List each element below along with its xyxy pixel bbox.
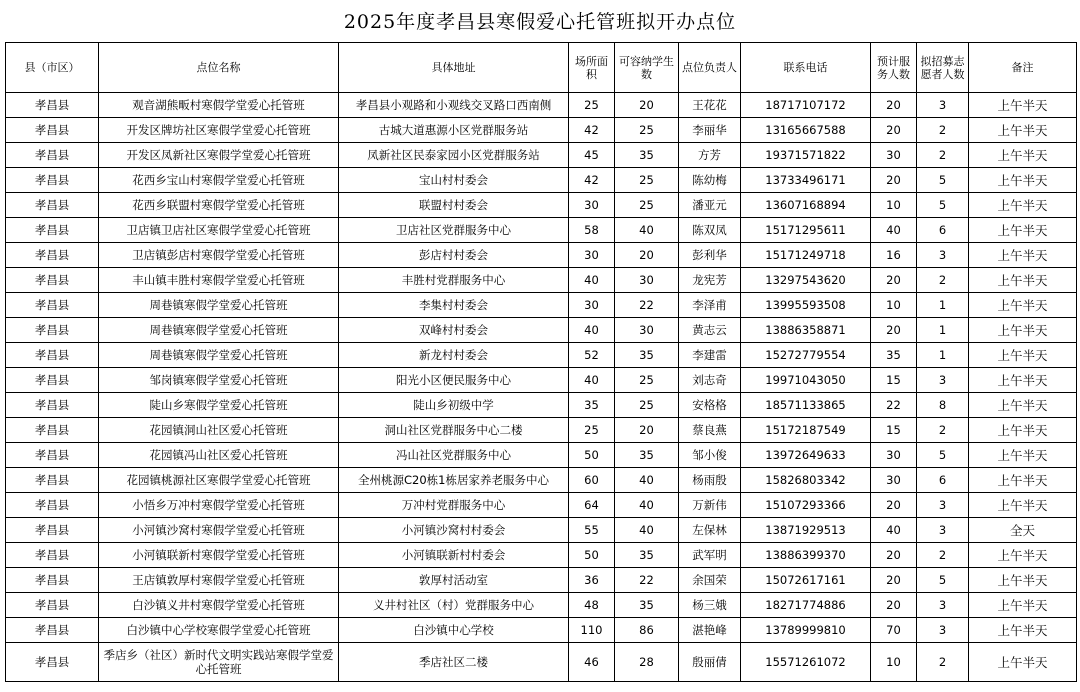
cell-area: 64 <box>569 493 615 518</box>
cell-manager: 陈双凤 <box>679 218 741 243</box>
cell-area: 30 <box>569 193 615 218</box>
cell-site-name: 王店镇敦厚村寒假学堂爱心托管班 <box>99 568 339 593</box>
cell-manager: 黄志云 <box>679 318 741 343</box>
cell-address: 白沙镇中心学校 <box>339 618 569 643</box>
cell-remark: 上午半天 <box>969 443 1077 468</box>
cell-manager: 彭利华 <box>679 243 741 268</box>
cell-county: 孝昌县 <box>6 643 99 682</box>
table-row <box>6 593 1077 618</box>
cell-county: 孝昌县 <box>6 593 99 618</box>
cell-phone: 13297543620 <box>741 268 871 293</box>
cell-address: 丰胜村党群服务中心 <box>339 268 569 293</box>
column-header-site-name: 点位名称 <box>99 43 339 93</box>
cell-expected-count: 30 <box>871 443 917 468</box>
cell-manager: 王花花 <box>679 93 741 118</box>
cell-county: 孝昌县 <box>6 568 99 593</box>
cell-address: 敦厚村活动室 <box>339 568 569 593</box>
cell-county: 孝昌县 <box>6 468 99 493</box>
table-header-row <box>6 43 1077 93</box>
cell-capacity: 30 <box>615 318 679 343</box>
column-header-expected-count: 预计服务人数 <box>871 43 917 93</box>
cell-volunteer-count: 3 <box>917 368 969 393</box>
cell-site-name: 邹岗镇寒假学堂爱心托管班 <box>99 368 339 393</box>
cell-remark: 上午半天 <box>969 593 1077 618</box>
column-header-phone: 联系电话 <box>741 43 871 93</box>
cell-phone: 18271774886 <box>741 593 871 618</box>
cell-expected-count: 22 <box>871 393 917 418</box>
cell-site-name: 花园镇桃源社区寒假学堂爱心托管班 <box>99 468 339 493</box>
cell-county: 孝昌县 <box>6 418 99 443</box>
cell-manager: 刘志奇 <box>679 368 741 393</box>
document-title: 2025年度孝昌县寒假爱心托管班拟开办点位 <box>343 11 737 33</box>
cell-site-name: 花西乡宝山村寒假学堂爱心托管班 <box>99 168 339 193</box>
cell-expected-count: 20 <box>871 543 917 568</box>
cell-remark: 上午半天 <box>969 118 1077 143</box>
cell-volunteer-count: 3 <box>917 93 969 118</box>
cell-address: 联盟村村委会 <box>339 193 569 218</box>
cell-volunteer-count: 2 <box>917 118 969 143</box>
cell-capacity: 25 <box>615 368 679 393</box>
cell-manager: 潘亚元 <box>679 193 741 218</box>
cell-area: 25 <box>569 93 615 118</box>
cell-area: 58 <box>569 218 615 243</box>
cell-expected-count: 20 <box>871 118 917 143</box>
cell-expected-count: 30 <box>871 468 917 493</box>
cell-capacity: 20 <box>615 93 679 118</box>
cell-site-name: 观音湖熊畈村寒假学堂爱心托管班 <box>99 93 339 118</box>
cell-phone: 13733496171 <box>741 168 871 193</box>
cell-manager: 邹小俊 <box>679 443 741 468</box>
cell-expected-count: 20 <box>871 593 917 618</box>
cell-expected-count: 40 <box>871 518 917 543</box>
cell-phone: 13165667588 <box>741 118 871 143</box>
cell-remark: 上午半天 <box>969 243 1077 268</box>
cell-address: 义井村社区（村）党群服务中心 <box>339 593 569 618</box>
cell-expected-count: 15 <box>871 418 917 443</box>
column-header-area: 场所面积 <box>569 43 615 93</box>
table-row <box>6 193 1077 218</box>
cell-phone: 18717107172 <box>741 93 871 118</box>
cell-county: 孝昌县 <box>6 518 99 543</box>
cell-area: 50 <box>569 543 615 568</box>
cell-volunteer-count: 3 <box>917 518 969 543</box>
table-row <box>6 568 1077 593</box>
cell-capacity: 28 <box>615 643 679 682</box>
cell-volunteer-count: 5 <box>917 168 969 193</box>
cell-expected-count: 20 <box>871 493 917 518</box>
cell-phone: 15072617161 <box>741 568 871 593</box>
cell-area: 46 <box>569 643 615 682</box>
cell-county: 孝昌县 <box>6 118 99 143</box>
cell-county: 孝昌县 <box>6 393 99 418</box>
cell-remark: 上午半天 <box>969 143 1077 168</box>
cell-county: 孝昌县 <box>6 368 99 393</box>
cell-remark: 上午半天 <box>969 618 1077 643</box>
column-header-manager: 点位负责人 <box>679 43 741 93</box>
cell-area: 40 <box>569 368 615 393</box>
cell-address: 小河镇沙窝村村委会 <box>339 518 569 543</box>
cell-capacity: 20 <box>615 418 679 443</box>
cell-manager: 万新伟 <box>679 493 741 518</box>
table-row <box>6 318 1077 343</box>
cell-volunteer-count: 3 <box>917 593 969 618</box>
cell-remark: 上午半天 <box>969 568 1077 593</box>
cell-address: 彭店村村委会 <box>339 243 569 268</box>
cell-volunteer-count: 5 <box>917 193 969 218</box>
cell-capacity: 40 <box>615 468 679 493</box>
table-row <box>6 143 1077 168</box>
cell-volunteer-count: 6 <box>917 218 969 243</box>
cell-expected-count: 40 <box>871 218 917 243</box>
cell-remark: 上午半天 <box>969 418 1077 443</box>
cell-phone: 15171295611 <box>741 218 871 243</box>
cell-volunteer-count: 2 <box>917 543 969 568</box>
cell-address: 冯山社区党群服务中心 <box>339 443 569 468</box>
cell-phone: 15171249718 <box>741 243 871 268</box>
cell-county: 孝昌县 <box>6 218 99 243</box>
cell-remark: 上午半天 <box>969 168 1077 193</box>
cell-county: 孝昌县 <box>6 543 99 568</box>
cell-remark: 上午半天 <box>969 368 1077 393</box>
cell-site-name: 花园镇洞山社区爱心托管班 <box>99 418 339 443</box>
cell-address: 双峰村村委会 <box>339 318 569 343</box>
cell-volunteer-count: 3 <box>917 618 969 643</box>
cell-phone: 13995593508 <box>741 293 871 318</box>
cell-expected-count: 20 <box>871 93 917 118</box>
cell-capacity: 86 <box>615 618 679 643</box>
cell-site-name: 花园镇冯山社区爱心托管班 <box>99 443 339 468</box>
cell-capacity: 22 <box>615 568 679 593</box>
cell-address: 小河镇联新村村委会 <box>339 543 569 568</box>
cell-area: 45 <box>569 143 615 168</box>
cell-capacity: 25 <box>615 393 679 418</box>
cell-volunteer-count: 3 <box>917 493 969 518</box>
cell-manager: 李泽甫 <box>679 293 741 318</box>
cell-volunteer-count: 1 <box>917 293 969 318</box>
table-row <box>6 543 1077 568</box>
cell-site-name: 小悟乡万冲村寒假学堂爱心托管班 <box>99 493 339 518</box>
cell-capacity: 35 <box>615 543 679 568</box>
table-row <box>6 643 1077 682</box>
cell-volunteer-count: 2 <box>917 143 969 168</box>
table-row <box>6 618 1077 643</box>
cell-phone: 13886358871 <box>741 318 871 343</box>
cell-site-name: 开发区牌坊社区寒假学堂爱心托管班 <box>99 118 339 143</box>
cell-site-name: 季店乡（社区）新时代文明实践站寒假学堂爱心托管班 <box>99 643 339 682</box>
cell-site-name: 小河镇联新村寒假学堂爱心托管班 <box>99 543 339 568</box>
cell-remark: 上午半天 <box>969 343 1077 368</box>
cell-remark: 上午半天 <box>969 643 1077 682</box>
table-row <box>6 468 1077 493</box>
cell-phone: 19971043050 <box>741 368 871 393</box>
cell-address: 凤新社区民泰家园小区党群服务站 <box>339 143 569 168</box>
cell-volunteer-count: 5 <box>917 568 969 593</box>
cell-remark: 上午半天 <box>969 318 1077 343</box>
table-row <box>6 293 1077 318</box>
cell-volunteer-count: 5 <box>917 443 969 468</box>
cell-phone: 13789999810 <box>741 618 871 643</box>
cell-capacity: 40 <box>615 518 679 543</box>
cell-site-name: 白沙镇义井村寒假学堂爱心托管班 <box>99 593 339 618</box>
cell-manager: 方芳 <box>679 143 741 168</box>
cell-capacity: 35 <box>615 443 679 468</box>
cell-remark: 上午半天 <box>969 543 1077 568</box>
cell-county: 孝昌县 <box>6 493 99 518</box>
cell-capacity: 35 <box>615 143 679 168</box>
cell-site-name: 陡山乡寒假学堂爱心托管班 <box>99 393 339 418</box>
cell-volunteer-count: 3 <box>917 243 969 268</box>
column-header-address: 具体地址 <box>339 43 569 93</box>
cell-expected-count: 30 <box>871 143 917 168</box>
cell-area: 52 <box>569 343 615 368</box>
cell-expected-count: 20 <box>871 268 917 293</box>
cell-address: 阳光小区便民服务中心 <box>339 368 569 393</box>
cell-area: 42 <box>569 118 615 143</box>
cell-manager: 余国荣 <box>679 568 741 593</box>
cell-volunteer-count: 8 <box>917 393 969 418</box>
cell-capacity: 35 <box>615 593 679 618</box>
cell-phone: 15571261072 <box>741 643 871 682</box>
table-row <box>6 368 1077 393</box>
table-row <box>6 343 1077 368</box>
cell-address: 孝昌县小观路和小观线交叉路口西南侧 <box>339 93 569 118</box>
cell-capacity: 40 <box>615 493 679 518</box>
cell-county: 孝昌县 <box>6 193 99 218</box>
cell-capacity: 25 <box>615 168 679 193</box>
cell-address: 陡山乡初级中学 <box>339 393 569 418</box>
cell-address: 卫店社区党群服务中心 <box>339 218 569 243</box>
cell-phone: 15826803342 <box>741 468 871 493</box>
cell-phone: 18571133865 <box>741 393 871 418</box>
cell-expected-count: 70 <box>871 618 917 643</box>
cell-area: 48 <box>569 593 615 618</box>
cell-volunteer-count: 2 <box>917 643 969 682</box>
cell-capacity: 30 <box>615 268 679 293</box>
cell-site-name: 周巷镇寒假学堂爱心托管班 <box>99 318 339 343</box>
cell-site-name: 周巷镇寒假学堂爱心托管班 <box>99 343 339 368</box>
cell-remark: 上午半天 <box>969 468 1077 493</box>
cell-manager: 李建雷 <box>679 343 741 368</box>
cell-county: 孝昌县 <box>6 243 99 268</box>
cell-address: 季店社区二楼 <box>339 643 569 682</box>
cell-expected-count: 10 <box>871 293 917 318</box>
cell-remark: 上午半天 <box>969 193 1077 218</box>
cell-phone: 19371571822 <box>741 143 871 168</box>
cell-county: 孝昌县 <box>6 93 99 118</box>
cell-area: 36 <box>569 568 615 593</box>
cell-address: 万冲村党群服务中心 <box>339 493 569 518</box>
table-body <box>6 93 1077 682</box>
cell-phone: 15172187549 <box>741 418 871 443</box>
cell-manager: 李丽华 <box>679 118 741 143</box>
cell-phone: 13886399370 <box>741 543 871 568</box>
table-row <box>6 268 1077 293</box>
cell-area: 50 <box>569 443 615 468</box>
cell-site-name: 卫店镇卫店社区寒假学堂爱心托管班 <box>99 218 339 243</box>
cell-expected-count: 35 <box>871 343 917 368</box>
table-row <box>6 493 1077 518</box>
cell-area: 30 <box>569 243 615 268</box>
cell-manager: 殷丽倩 <box>679 643 741 682</box>
cell-manager: 杨雨殷 <box>679 468 741 493</box>
cell-remark: 上午半天 <box>969 393 1077 418</box>
cell-remark: 上午半天 <box>969 293 1077 318</box>
cell-site-name: 花西乡联盟村寒假学堂爱心托管班 <box>99 193 339 218</box>
cell-capacity: 20 <box>615 243 679 268</box>
cell-address: 古城大道惠源小区党群服务站 <box>339 118 569 143</box>
cell-address: 李集村村委会 <box>339 293 569 318</box>
cell-volunteer-count: 1 <box>917 318 969 343</box>
cell-remark: 上午半天 <box>969 93 1077 118</box>
cell-manager: 湛艳峰 <box>679 618 741 643</box>
cell-area: 40 <box>569 268 615 293</box>
cell-remark: 上午半天 <box>969 493 1077 518</box>
cell-expected-count: 16 <box>871 243 917 268</box>
cell-manager: 左保林 <box>679 518 741 543</box>
cell-volunteer-count: 6 <box>917 468 969 493</box>
table-row <box>6 168 1077 193</box>
cell-area: 35 <box>569 393 615 418</box>
table-row <box>6 443 1077 468</box>
cell-expected-count: 15 <box>871 368 917 393</box>
cell-manager: 武军明 <box>679 543 741 568</box>
cell-expected-count: 20 <box>871 318 917 343</box>
cell-volunteer-count: 2 <box>917 268 969 293</box>
table-row <box>6 418 1077 443</box>
sites-table <box>5 42 1077 682</box>
cell-area: 110 <box>569 618 615 643</box>
cell-address: 洞山社区党群服务中心二楼 <box>339 418 569 443</box>
cell-expected-count: 10 <box>871 643 917 682</box>
column-header-remark: 备注 <box>969 43 1077 93</box>
cell-site-name: 白沙镇中心学校寒假学堂爱心托管班 <box>99 618 339 643</box>
cell-site-name: 周巷镇寒假学堂爱心托管班 <box>99 293 339 318</box>
column-header-capacity: 可容纳学生数 <box>615 43 679 93</box>
cell-county: 孝昌县 <box>6 268 99 293</box>
cell-manager: 安格格 <box>679 393 741 418</box>
table-row <box>6 518 1077 543</box>
cell-manager: 杨三娥 <box>679 593 741 618</box>
cell-county: 孝昌县 <box>6 343 99 368</box>
cell-site-name: 卫店镇彭店村寒假学堂爱心托管班 <box>99 243 339 268</box>
cell-phone: 13972649633 <box>741 443 871 468</box>
cell-phone: 15107293366 <box>741 493 871 518</box>
cell-area: 60 <box>569 468 615 493</box>
cell-capacity: 35 <box>615 343 679 368</box>
cell-area: 55 <box>569 518 615 543</box>
cell-county: 孝昌县 <box>6 143 99 168</box>
cell-phone: 13871929513 <box>741 518 871 543</box>
cell-capacity: 25 <box>615 193 679 218</box>
cell-volunteer-count: 2 <box>917 418 969 443</box>
cell-manager: 陈幼梅 <box>679 168 741 193</box>
cell-area: 40 <box>569 318 615 343</box>
cell-area: 30 <box>569 293 615 318</box>
cell-expected-count: 10 <box>871 193 917 218</box>
cell-remark: 上午半天 <box>969 218 1077 243</box>
cell-capacity: 25 <box>615 118 679 143</box>
cell-manager: 蔡良燕 <box>679 418 741 443</box>
cell-county: 孝昌县 <box>6 443 99 468</box>
cell-county: 孝昌县 <box>6 168 99 193</box>
cell-address: 宝山村村委会 <box>339 168 569 193</box>
cell-county: 孝昌县 <box>6 293 99 318</box>
cell-site-name: 小河镇沙窝村寒假学堂爱心托管班 <box>99 518 339 543</box>
cell-phone: 13607168894 <box>741 193 871 218</box>
cell-county: 孝昌县 <box>6 318 99 343</box>
cell-area: 25 <box>569 418 615 443</box>
cell-expected-count: 20 <box>871 568 917 593</box>
cell-volunteer-count: 1 <box>917 343 969 368</box>
cell-address: 新龙村村委会 <box>339 343 569 368</box>
table-row <box>6 243 1077 268</box>
cell-remark: 上午半天 <box>969 268 1077 293</box>
cell-remark: 全天 <box>969 518 1077 543</box>
cell-address: 全州桃源C20栋1栋居家养老服务中心 <box>339 468 569 493</box>
cell-county: 孝昌县 <box>6 618 99 643</box>
cell-area: 42 <box>569 168 615 193</box>
cell-phone: 15272779554 <box>741 343 871 368</box>
table-row <box>6 218 1077 243</box>
cell-capacity: 40 <box>615 218 679 243</box>
column-header-county: 县（市区） <box>6 43 99 93</box>
cell-site-name: 开发区凤新社区寒假学堂爱心托管班 <box>99 143 339 168</box>
column-header-volunteer-count: 拟招募志愿者人数 <box>917 43 969 93</box>
cell-site-name: 丰山镇丰胜村寒假学堂爱心托管班 <box>99 268 339 293</box>
cell-expected-count: 20 <box>871 168 917 193</box>
table-row <box>6 393 1077 418</box>
cell-manager: 龙宪芳 <box>679 268 741 293</box>
table-row <box>6 118 1077 143</box>
table-row <box>6 93 1077 118</box>
cell-capacity: 22 <box>615 293 679 318</box>
